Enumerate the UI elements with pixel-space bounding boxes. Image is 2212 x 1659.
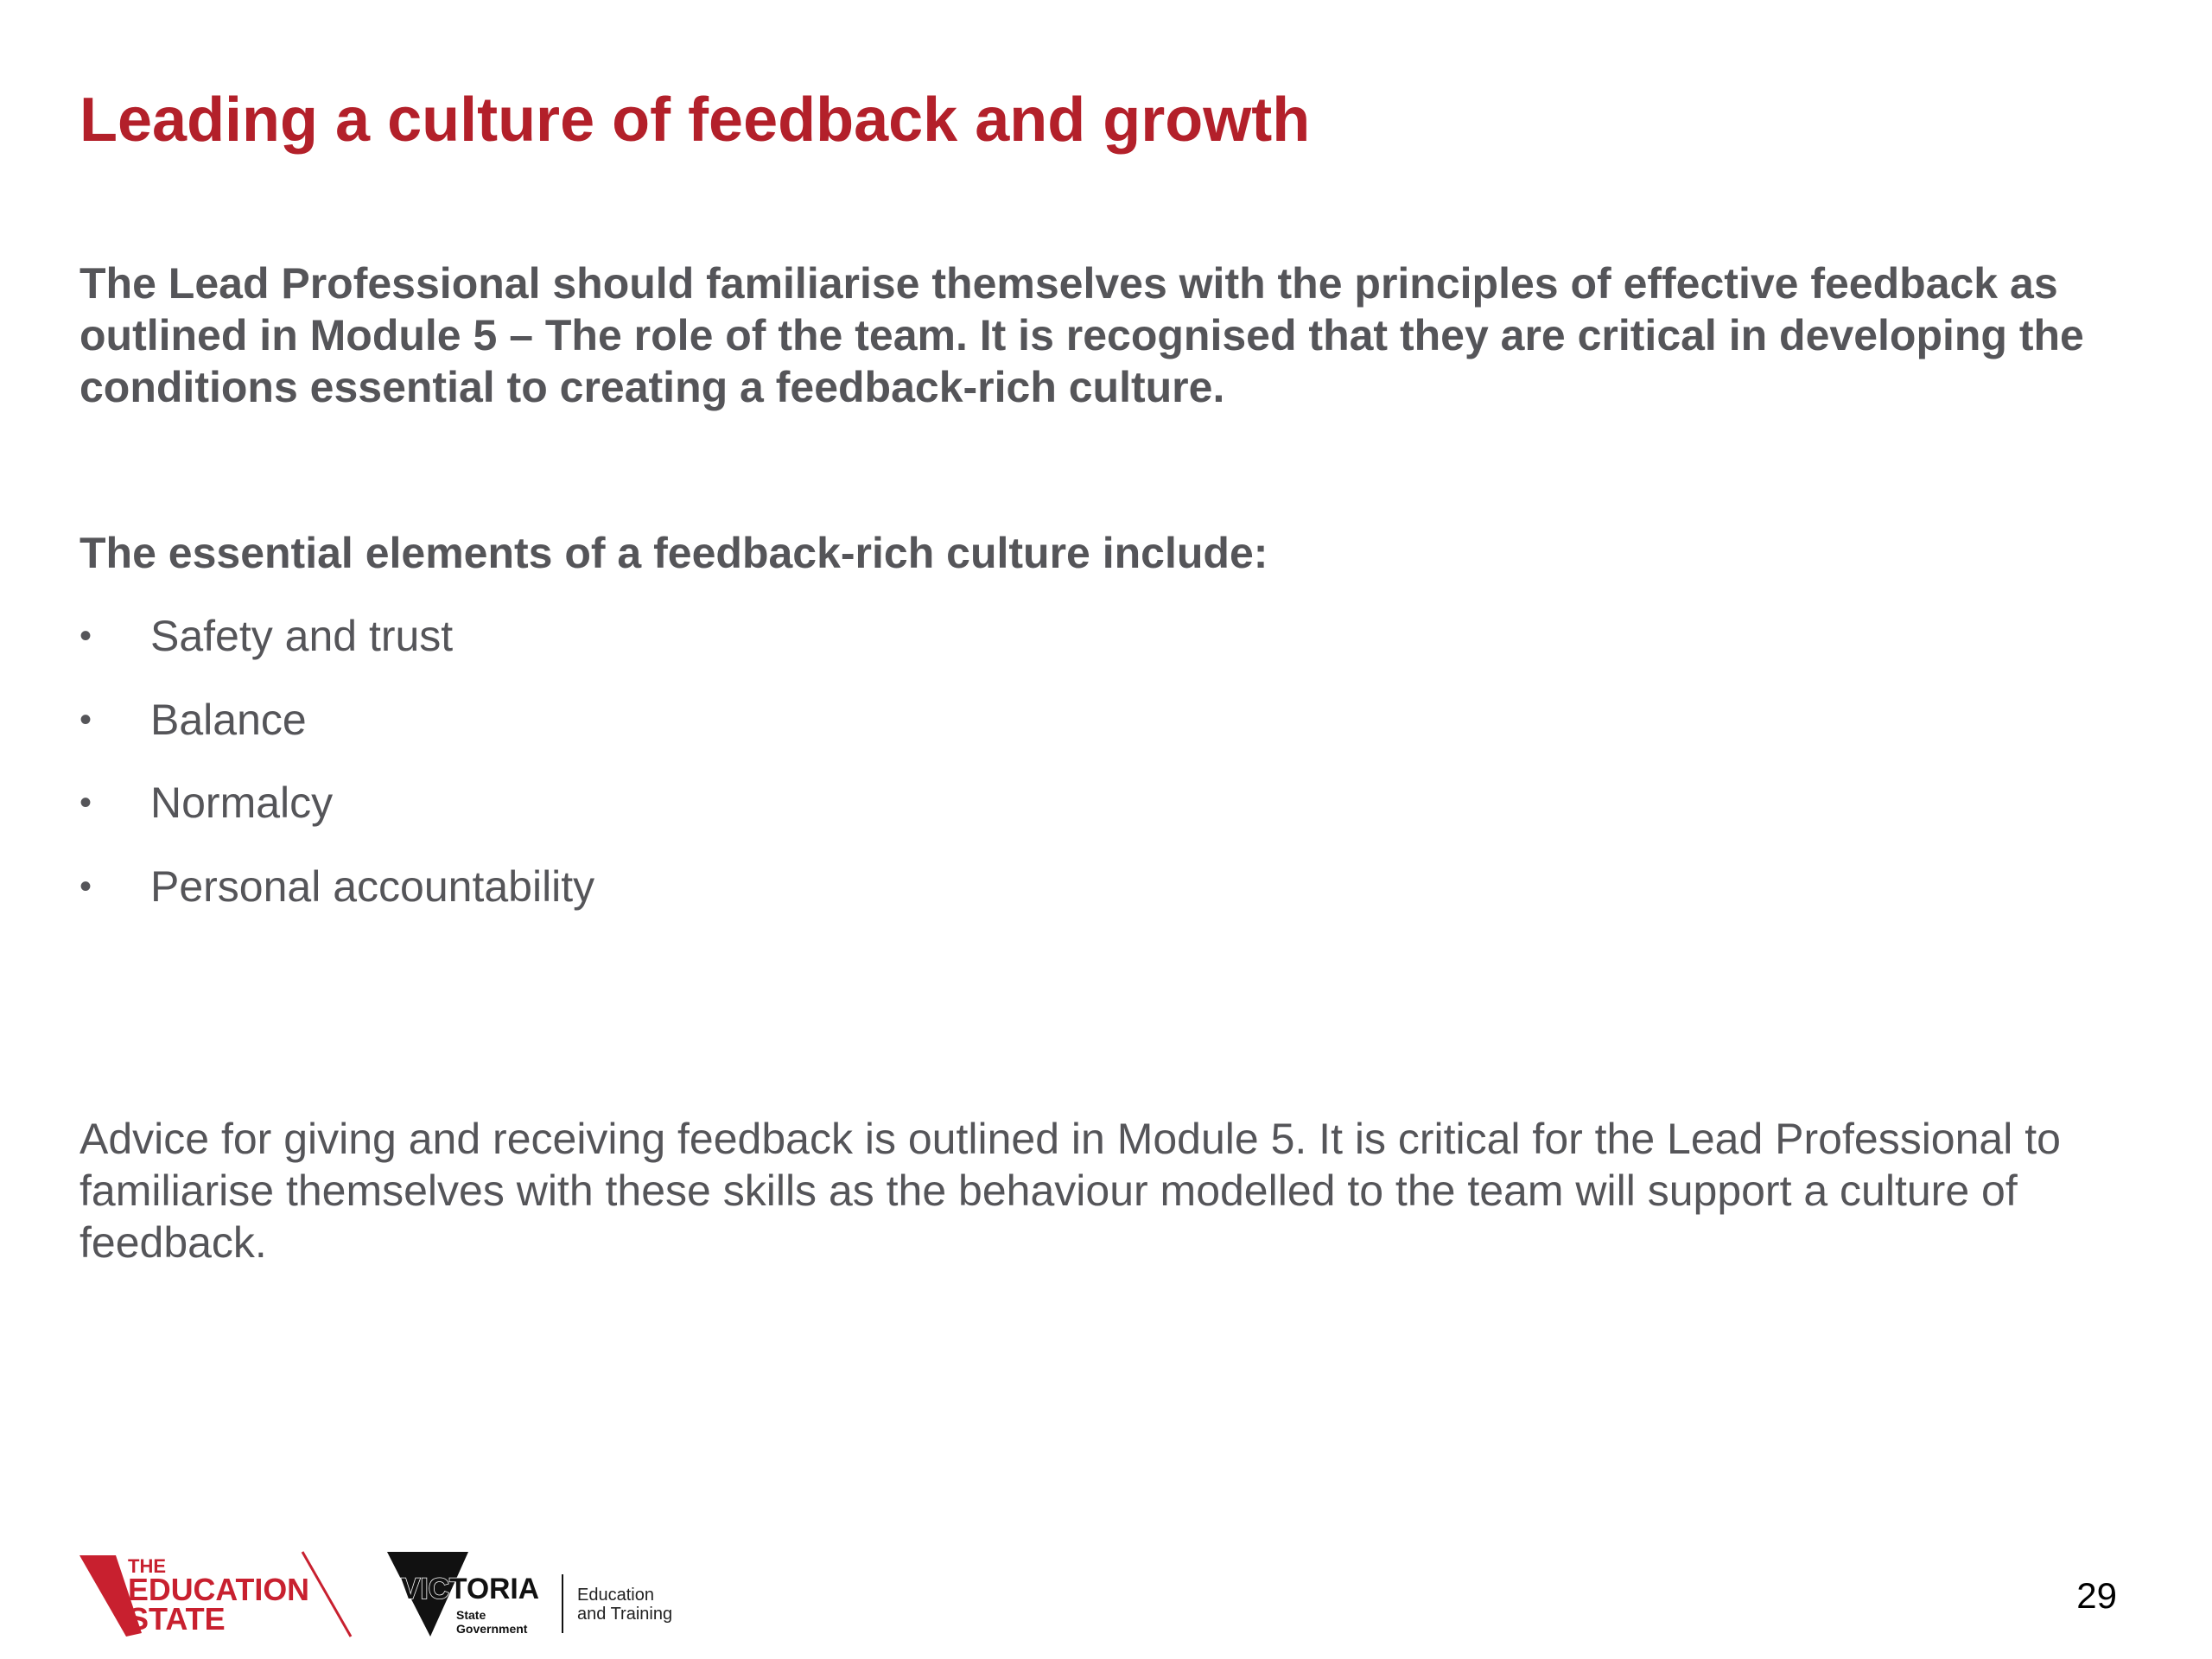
bullet-icon: • (79, 617, 92, 655)
bullet-text: Personal accountability (150, 861, 595, 911)
logo-text-government: Government (456, 1622, 528, 1636)
slide-title: Leading a culture of feedback and growth (79, 86, 1311, 155)
bullet-icon: • (79, 867, 92, 906)
logo-text-state: STATE (128, 1601, 226, 1637)
education-state-logo (76, 1547, 353, 1642)
bullet-icon: • (79, 700, 92, 739)
logo-text-dept-1: Education (577, 1586, 654, 1605)
logo-text-victoria: VICTORIA (401, 1573, 539, 1605)
slide-footer (0, 1529, 2212, 1659)
logo-text-the: THE (128, 1555, 166, 1577)
intro-paragraph: The Lead Professional should familiarise themselves with the principles of effective feedback as outlined in Module 5 – The role of the team. It is recognised that they are critical in developing the conditions essential to creating a feedback-rich culture. (79, 259, 2084, 411)
bullet-text: Balance (150, 695, 307, 744)
logo-text-education: EDUCATION (128, 1572, 309, 1607)
victoria-government-logo (385, 1547, 696, 1642)
page-number: 29 (2076, 1575, 2117, 1616)
logo-text-dept-2: and Training (577, 1605, 673, 1624)
bullet-text: Safety and trust (150, 612, 454, 660)
list-heading: The essential elements of a feedback-rich culture include: (79, 529, 1268, 577)
logo-text-state-small: State (456, 1608, 486, 1622)
bullet-icon: • (79, 784, 92, 822)
advice-paragraph: Advice for giving and receiving feedback is outlined in Module 5. It is critical for the Lead Professional to familiarise themselves with these skills as the behaviour modelled to the team will support a culture of feedback. (79, 1115, 2061, 1267)
bullet-text: Normalcy (150, 779, 334, 827)
